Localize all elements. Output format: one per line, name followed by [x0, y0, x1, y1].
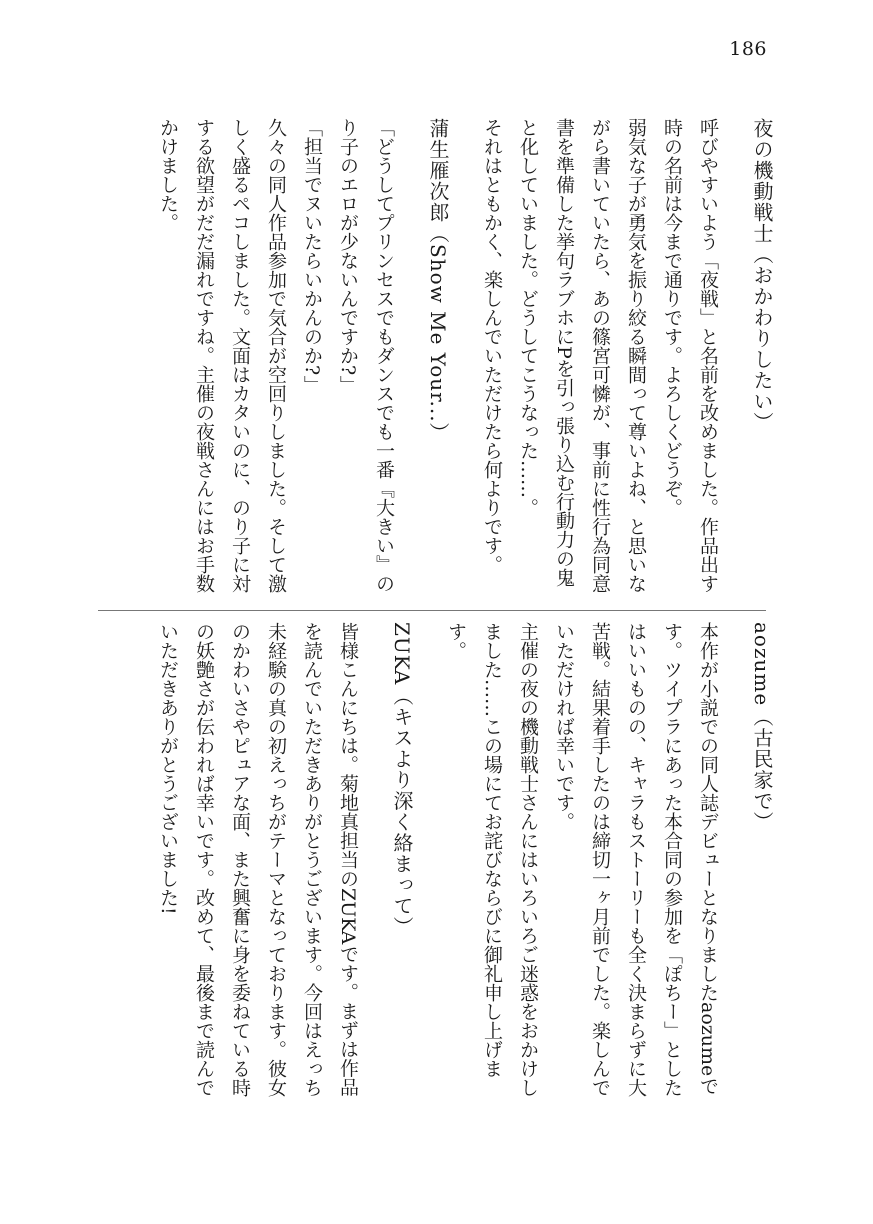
paragraph: 呼びやすいよう「夜戦」と名前を改めました。作品出す時の名前は今まで通りです。よろしくどうぞ。	[661, 118, 719, 593]
page-number: 186	[729, 38, 767, 60]
section-title: 夜の機動戦士（おかわりしたい）	[750, 118, 774, 433]
author-note-gamou	[150, 118, 456, 598]
paragraph: 久々の同人作品参加で気合が空回りしました。そして激しく盛るペコしました。文面はカタいのに、のり子に対する欲望がだだ漏れですね。主催の夜戦さんにはお手数かけました。	[157, 118, 287, 593]
section-title: 蒲生雁次郎（Show Me Your...）	[426, 118, 450, 444]
paragraph: 主催の夜の機動戦士さんにはいろいろご迷惑をおかけしました……この場にてお詫びならびに御礼申し上げます。	[445, 622, 539, 1097]
author-note-yasen	[474, 118, 780, 598]
paragraph: 本作が小説での同人誌デビューとなりましたaozumeです。ツイプラにあった本合同の参加を「ぽちー」としたはいいものの、キャラもストーリーも全く決まらずに大苦戦。結果着手したのは締切一ヶ月前でした。楽しんでいただければ幸いです。	[553, 622, 719, 1097]
paragraph: 「担当でヌいたらいかんのか?」	[301, 118, 323, 395]
author-note-zuka	[150, 622, 420, 1112]
paragraph: 皆様こんにちは。菊地真担当のZUKAです。まずは作品を読んでいただきありがとうございます。今回はえっち未経験の真の初えっちがテーマとなっております。彼女のかわいさやピュアな面、また興奮に身を委ねている時の妖艶さが伝われば幸いです。改めて、最後まで読んでいただきありがとうございました!	[157, 622, 359, 1097]
paragraph: 「どうしてプリンセスでもダンスでも一番『大きい』のり子のエロが少ないんですか?」	[337, 118, 395, 593]
paragraph: 弱気な子が勇気を振り絞る瞬間って尊いよね、と思いながら書いていたら、あの篠宮可憐が、事前に性行為同意書を準備した挙句ラブホにPを引っ張り込む行動力の鬼と化していました。どうしてこうなった……。	[517, 118, 647, 593]
section-title: aozume（古民家で）	[750, 622, 774, 833]
author-note-aozume	[438, 622, 780, 1112]
bottom-half	[120, 622, 780, 1112]
top-half	[120, 118, 780, 598]
section-title: ZUKA（キスより深く絡まって）	[390, 622, 414, 938]
paragraph: それはともかく、楽しんでいただけたら何よりです。	[481, 118, 503, 574]
section-divider	[98, 610, 766, 611]
